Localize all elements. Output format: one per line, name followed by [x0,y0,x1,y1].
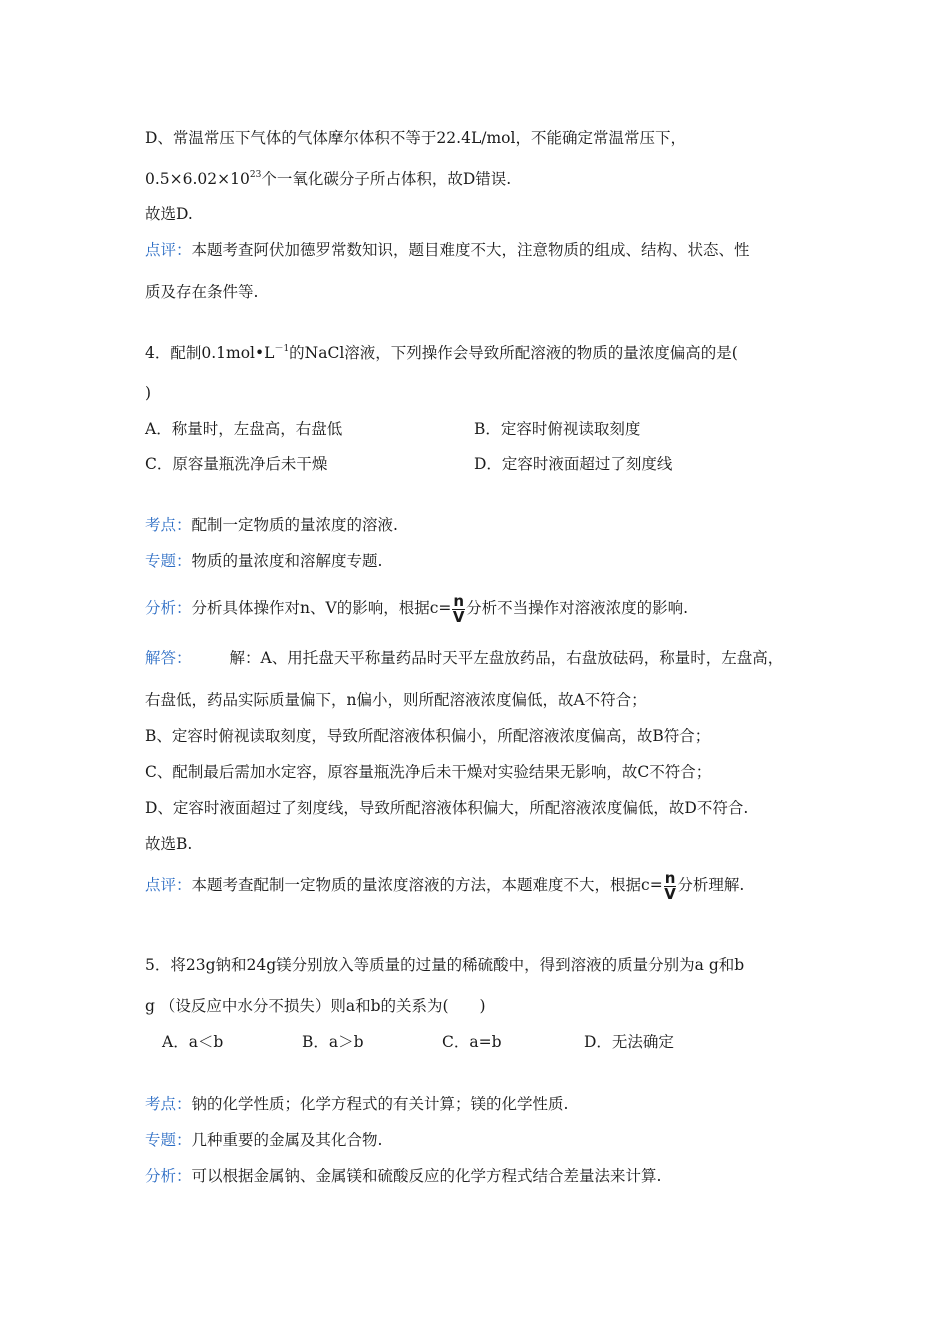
q4-exponent: －1 [274,344,290,354]
q4-jieda-line1 [145,648,783,668]
q4-jieda-line5: D、定容时液面超过了刻度线，导致所配溶液体积偏大，所配溶液浓度偏低，故D不符合. [145,799,749,817]
q3-comment-line2: 质及存在条件等. [145,283,259,301]
q4-jieda-line2: 右盘低，药品实际质量偏下，n偏小，则所配溶液浓度偏低，故A不符合； [145,691,647,709]
fraction-n-over-v [664,868,677,903]
zhuanti-label: 专题： [145,1131,192,1149]
q4-answer: 故选B. [145,835,193,853]
q4-kaodian-text: 配制一定物质的量浓度的溶液. [191,516,398,534]
q3-comment-line1 [145,240,750,260]
q4-option-b: B．定容时俯视读取刻度 [474,420,641,438]
q4-comment [145,870,744,902]
q4-fenxi-post: 分析不当操作对溶液浓度的影响. [466,599,688,617]
fraction-denominator: V [452,607,465,626]
q5-stem-line2: g （设反应中水分不损失）则a和b的关系为( ) [145,997,486,1015]
q3-option-d-line2 [145,169,511,189]
q3-answer: 故选D. [145,205,193,223]
q5-option-d: D．无法确定 [584,1033,674,1051]
zhuanti-label: 专题： [145,552,192,570]
q5-stem-line1: 5．将23g钠和24g镁分别放入等质量的过量的稀硫酸中，得到溶液的质量分别为a g和b [145,956,745,974]
q4-option-c: C．原容量瓶洗净后未干燥 [145,455,328,473]
q5-zhuanti [145,1130,382,1150]
q4-fenxi-pre: 分析具体操作对n、V的影响，根据c= [191,599,452,617]
q5-option-b: B．a＞b [302,1033,364,1051]
fraction-numerator: n [664,868,676,887]
q5-option-a: A．a＜b [162,1033,224,1051]
kaodian-label: 考点： [145,1095,192,1113]
q5-kaodian-text: 钠的化学性质；化学方程式的有关计算；镁的化学性质. [191,1095,569,1113]
q5-fenxi [145,1166,661,1186]
q4-jieda-text1: 解：A、用托盘天平称量药品时天平左盘放药品，右盘放砝码，称量时，左盘高， [229,649,784,667]
fenxi-label: 分析： [145,599,192,617]
q4-fenxi [145,593,688,625]
comment-label: 点评： [145,876,192,894]
q4-option-a: A．称量时，左盘高，右盘低 [145,420,343,438]
q3-option-d-line1: D、常温常压下气体的气体摩尔体积不等于22.4L/mol，不能确定常温常压下， [145,129,686,147]
q3-exponent: 23 [249,170,262,180]
q5-fenxi-text: 可以根据金属钠、金属镁和硫酸反应的化学方程式结合差量法来计算. [191,1167,662,1185]
q3-comment-text: 本题考查阿伏加德罗常数知识，题目难度不大，注意物质的组成、结构、状态、性 [191,241,750,259]
q4-stem-close: ) [145,384,152,402]
q5-kaodian [145,1094,568,1114]
comment-label: 点评： [145,241,192,259]
q3-option-d-text: 个一氧化碳分子所占体积，故D错误. [261,170,512,188]
q5-zhuanti-text: 几种重要的金属及其化合物. [191,1131,383,1149]
q4-stem [145,343,738,363]
q5-option-c: C．a=b [442,1033,502,1051]
fraction-n-over-v [452,591,465,626]
q4-stem-pre: 4．配制0.1mol•L [145,344,275,362]
q4-option-d: D．定容时液面超过了刻度线 [474,455,673,473]
fraction-denominator: V [664,884,676,903]
fenxi-label: 分析： [145,1167,192,1185]
jieda-label: 解答： [145,649,192,667]
q4-stem-post: 的NaCl溶液，下列操作会导致所配溶液的物质的量浓度偏高的是( [289,344,738,362]
fraction-numerator: n [453,591,465,610]
q4-kaodian [145,515,398,535]
q3-formula: 0.5×6.02×10 [145,170,250,188]
q4-comment-pre: 本题考查配制一定物质的量浓度溶液的方法，本题难度不大，根据c= [191,876,663,894]
q4-zhuanti [145,551,382,571]
q4-zhuanti-text: 物质的量浓度和溶解度专题. [191,552,383,570]
q4-jieda-line3: B、定容时俯视读取刻度，导致所配溶液体积偏小，所配溶液浓度偏高，故B符合； [145,727,711,745]
kaodian-label: 考点： [145,516,192,534]
q4-jieda-line4: C、配制最后需加水定容，原容量瓶洗净后未干燥对实验结果无影响，故C不符合； [145,763,712,781]
q4-comment-post: 分析理解. [677,876,745,894]
